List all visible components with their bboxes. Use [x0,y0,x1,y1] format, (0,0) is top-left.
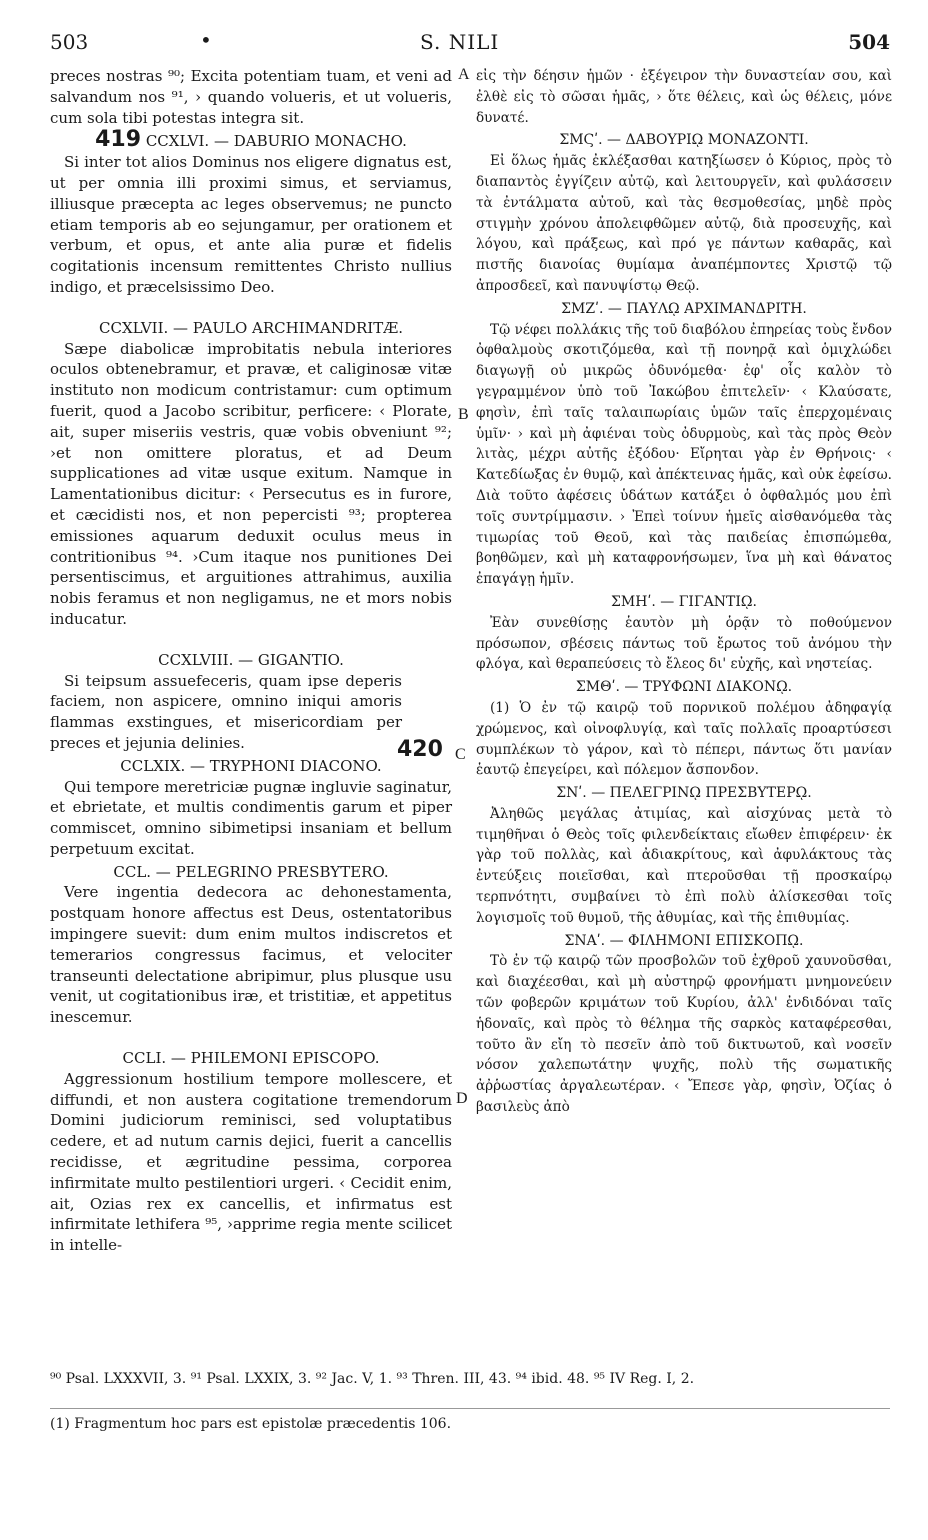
greek-column [476,66,892,1118]
greek-title-251: ΣΝΑʹ. — ΦΙΛΗΜΟΝΙ ΕΠΙΣΚΟΠῼ. [564,932,804,949]
greek-text-250: Ἀληθῶς μεγάλας ἀτιμίας, καὶ αἰσχύνας μετὰ τὸ τιμηθῆναι ὁ Θεὸς τοῖς φιλενδείκταις εἴωθεν ἐπιφέρειν· ἐκ γὰρ τοῦ πολλὰς, καὶ ἀδιακρίτους, καὶ ἀφυλάκτους τὰς ἐντεύξεις ποιεῖσθαι, καὶ πτεροῦσθαι τῇ προσκαίρῳ τερπνότητι, συμβαίνει τὸ ἐπὶ πολὺ ἀλίσκεσθαι τοῖς λογισμοῖς τοῦ θυμοῦ, τῆς ἀθυμίας, καὶ τῆς ἐπιθυμίας. [476,805,892,926]
latin-title-246: 419 CCXLVI. — DABURIO MONACHO. [95,127,407,153]
margin-marker-c: C [455,746,466,763]
latin-text-247: Sæpe diabolicæ improbitatis nebula interiores oculos obtenebramur, et pravæ, et caliginosæ vitæ instituto non modicum contristamur: cum optimum fuerit, quod a Jacobo scribitur, perficere: ‹ Plorate, ait, super miseriis vestris, quæ vobis obveniunt ⁹²; ›et non omittere ploratus, et ad Deum supplicationes ad vitæ usque exitum. Namque in Lamentationibus dicitur: ‹ Persecutus es in furore, et cæcidisti nos, et non pepercisti ⁹³; propterea emissiones aquarum deduxit oculus meus in contritionibus ⁹⁴. ›Cum itaque nos punitiones Dei persentiscimus, et arguitiones attrahimus, auxilia nobis feramus et non negligamus, ne et mors nobis inducatur. [50,339,452,628]
spacer [50,298,452,316]
greek-title-250: ΣΝʹ. — ΠΕΛΕΓΡΙΝῼ ΠΡΕΣΒΥΤΕΡῼ. [556,785,812,802]
latin-text-246: Si inter tot alios Dominus nos eligere dignatus est, ut per omnia illi proximi simus, et serviamus, illiusque præcepta ac leges observemus; ne puncto etiam temporis ab eo sejungamur, per orationem et verbum, et opus, et ante alia puræ et fidelis cogitationis incensum remittentes Christo nullius indigo, et præcelsissimo Deo. [50,153,452,296]
page-number-419: 419 [95,127,142,153]
spacer [50,630,452,648]
page-header [50,30,890,62]
spacer [50,1028,452,1046]
latin-column [50,66,452,1256]
latin-title-251: CCLI. — PHILEMONI EPISCOPO. [122,1049,380,1068]
greek-title-247: ΣΜΖʹ. — ΠΑΥΛῼ ΑΡΧΙΜΑΝΔΡΙΤΗ. [561,300,807,317]
margin-marker-b: B [458,406,469,423]
fragment-note: (1) Fragmentum hoc pars est epistolæ præcedentis 106. [50,1416,452,1432]
margin-marker-d: D [456,1090,468,1107]
greek-title-249: ΣΜΘʹ. — ΤΡΥΦΩΝΙ ΔΙΑΚΟΝῼ. [575,679,793,696]
latin-text-250: Vere ingentia dedecora ac dehonestamenta, postquam honore affectus est Deus, ostentatoribus impingere suevit: dum enim multos indiscretos et temerarios congressus facimus, et velociter transeunti delectatione abripimur, plus plusque usu venit, ut cogitationibus iræ, et tristitiæ, et appetitus inescemur. [50,883,452,1027]
latin-title-249: CCLXIX. — TRYPHONI DIACONO. [120,756,382,775]
greek-title-246: ΣΜϚʹ. — ΔΑΒΟΥΡΙῼ ΜΟΝΑΖΟΝΤΙ. [559,132,809,149]
greek-intro: εἰς τὴν δέησιν ἡμῶν · ἐξέγειρον τὴν δυναστείαν σου, καὶ ἐλθὲ εἰς τὸ σῶσαι ἡμᾶς, › ὅτε θέλεις, καὶ ὡς θέλεις, μόνε δυνατέ. [476,68,892,126]
latin-title-250: CCL. — PELEGRINO PRESBYTERO. [113,862,389,881]
latin-text-251: Aggressionum hostilium tempore mollescere, et diffundi, et non austera cogitatione tremendorum Domini judiciorum reminisci, sed voluptatibus cedere, et ad nutum carnis dejici, fuerit a cancellis recidisse, et ægritudine pessima, corporea infirmitate multo pestilentiori urgeri. ‹ Cecidit enim, ait, Ozias rex ex cancellis, et infirmatus est infirmitate lethifera ⁹⁵, ›apprime regia mente scilicet in intelle- [50,1069,452,1255]
latin-text-249: Qui tempore meretriciæ pugnæ ingluvie saginatur, et ebrietate, et multis condimentis garum et piper commiscet, omnino sibimetipsi insaniam et bellum perpetuum excitat. [50,777,452,858]
footnote-divider [50,1408,890,1409]
page-number-420: 420 [397,737,443,762]
header-dot: • [200,28,212,52]
greek-title-248: ΣΜΗʹ. — ΓΙΓΑΝΤΙῼ. [611,593,757,610]
latin-title-248: CCXLVIII. — GIGANTIO. [158,650,344,669]
right-page-number: 504 [848,30,890,54]
latin-intro: preces nostras ⁹⁰; Excita potentiam tuam, et veni ad salvandum nos ⁹¹, › quando volueris, et ut volueris, cum sola tibi potestas integra sit. [50,67,452,127]
margin-marker-a: A [458,66,470,83]
footnotes: ⁹⁰ Psal. LXXXVII, 3. ⁹¹ Psal. LXXIX, 3. ⁹² Jac. V, 1. ⁹³ Thren. III, 43. ⁹⁴ ibid. 48. ⁹⁵ IV Reg. I, 2. [50,1371,695,1387]
greek-text-246: Εἰ ὅλως ἡμᾶς ἐκλέξασθαι κατηξίωσεν ὁ Κύριος, πρὸς τὸ διαπαντὸς ἐγγίζειν αὐτῷ, καὶ λειτουργεῖν, καὶ φυλάσσειν τὰ ἐντάλματα αὐτοῦ, καὶ τὰς θεσμοθεσίας, μηδὲ πρὸς στιγμὴν χρόνου ἀπολειφθῶμεν αὐτῷ, διὰ προσευχῆς, καὶ λόγου, καὶ πράξεως, καὶ πρό γε πάντων καθαρᾶς, καὶ πιστῆς διανοίας θυμίαμα ἀναπέμποντες Χριστῷ τῷ ἀπροσδεεῖ, καὶ πανυψίστῳ Θεῷ. [476,153,892,294]
greek-text-249: (1) Ὁ ἐν τῷ καιρῷ τοῦ πορνικοῦ πολέμου ἀδηφαγίᾳ χρώμενος, καὶ οἰνοφλυγίᾳ, καὶ ταῖς πολλαῖς προαρτύσεσι συμπλέκων τὸ γάρον, καὶ τὸ πέπερι, πάντως ὅτι μανίαν ἑαυτῷ ἐπεγείρει, καὶ πόλεμον ἄσπονδον. [476,699,892,779]
latin-title-247: CCXLVII. — PAULO ARCHIMANDRITÆ. [99,318,403,337]
greek-text-248: Ἐὰν συνεθίσῃς ἑαυτὸν μὴ ὁρᾷν τὸ ποθούμενον πρόσωπον, σβέσεις πάντως τοῦ ἔρωτος τοῦ ἀνόμου τὴν φλόγα, καὶ θεραπεύσεις τὸ ἔλεος δι' εὐχῆς, καὶ νηστείας. [476,614,892,673]
greek-text-251: Τὸ ἐν τῷ καιρῷ τῶν προσβολῶν τοῦ ἐχθροῦ χαυνοῦσθαι, καὶ διαχέεσθαι, καὶ μὴ αὐστηρῷ φρονήματι μνημονεύειν τῶν φοβερῶν κριμάτων τοῦ Κυρίου, ἀλλ' ἐνδιδόναι ταῖς ἡδοναῖς, καὶ πρὸς τὸ θέλημα τῆς σαρκὸς καταφέρεσθαι, τοῦτο ἂν εἴη τὸ πεσεῖν ἀπὸ τοῦ δικτυωτοῦ, καὶ νοσεῖν νόσον χαλεπωτάτην ψυχῆς, πολὺ τῆς σωματικῆς ἀῤῥωστίας ἀργαλεωτέραν. ‹ Ἔπεσε γὰρ, φησὶν, Ὀζίας ὁ βασιλεὺς ἀπὸ [476,953,892,1116]
left-page-number: 503 [50,30,89,54]
greek-text-247: Τῷ νέφει πολλάκις τῆς τοῦ διαβόλου ἐπηρείας τοὺς ἔνδον ὀφθαλμοὺς σκοτιζόμεθα, καὶ τῇ πονηρᾷ καὶ ὁμιχλώδει διαγωγῇ οὐ μικρῶς ὀδυνόμεθα· ἐφ' οἷς καλὸν τὸ γεγραμμένον ὑπὸ τοῦ Ἰακώβου ἐπιτελεῖν· ‹ Κλαύσατε, φησὶν, ἐπὶ ταῖς ταλαιπωρίαις ὑμῶν ταῖς ἐπερχομέναις ὑμῖν· › καὶ μὴ ἀφιέναι τοὺς ὀδυρμοὺς, καὶ τὰς πρὸς Θεὸν λιτὰς, μέχρι αὐτῆς ἐξόδου· Εἴρηται γὰρ ἐν Θρήνοις· ‹ Κατεδίωξας ἐν θυμῷ, καὶ ἀπέκτεινας ἡμᾶς, καὶ οὐκ ἐφείσω. Διὰ τοῦτο ἀφέσεις ὑδάτων κατάξει ὁ ὀφθαλμός μου ἐπὶ τοῖς συντρίμμασιν. › Ἐπεὶ τοίνυν ἡμεῖς αἰσθανόμεθα τὰς τιμωρίας τοῦ Θεοῦ, καὶ τὰς παιδείας ἐπισπώμεθα, βοηθῶμεν, καὶ μὴ καταφρονήσωμεν, ἵνα μὴ καὶ θάνατος ἐπαγάγῃ ἡμῖν. [476,321,892,588]
latin-text-248: Si teipsum assuefeceris, quam ipse deperis faciem, non aspicere, omnino iniqui amoris flammas exstingues, et misericordiam per preces et jejunia delinies. [50,671,402,752]
running-title: S. NILI [420,30,500,54]
